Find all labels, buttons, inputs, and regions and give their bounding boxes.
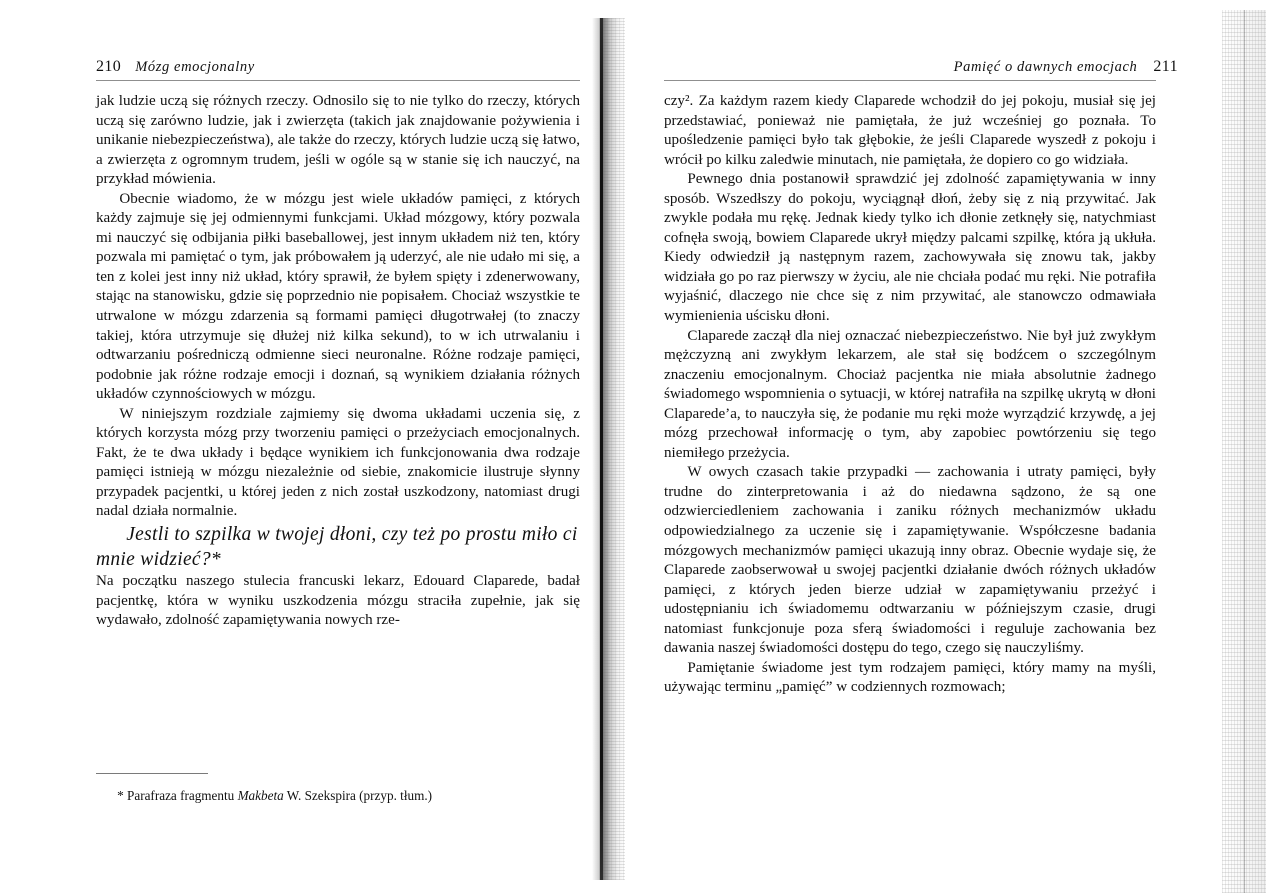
scan-edge-line (1244, 10, 1245, 893)
footnote-rule (96, 773, 208, 774)
paragraph: Claparede zaczął dla niej oznaczać niebezpieczeństwo. Nie był już zwykłym mężczyzną ani zwykłym lekarzem, ale stał się bodźcem o szczególnym znaczeniu emocjonalnym. Chociaż pacjentka nie miała absolutnie żadnego świadomego wspomnienia o sytuacji, w której natrafiła na szpilkę ukrytą w dłoni Claparede’a, to nauczyła się, że podanie mu ręki może wyrządzić krzywdę, a jej mózg przechował informację o tym, aby zapobiec powtórzeniu się tego niemiłego przeżycia. (664, 327, 1156, 461)
left-running-title: Mózg emocjonalny (135, 59, 255, 75)
paragraph: Na początku naszego stulecia francuski lekarz, Edouard Claparede, badał pacjentkę, która w wyniku uszkodzenia mózgu straciła zupełnie, jak się wydawało, zdolność zapamiętywania nowych rze- (96, 573, 580, 629)
section-heading: Jestli to szpilka w twojej dłoni, czy też po prostu miło ci mnie widzieć?* (96, 524, 578, 571)
right-text-column (664, 92, 1156, 698)
paragraph: jak ludzie uczą się różnych rzeczy. Odnosilo się to nie tylko do rzeczy, których uczą się zarówno ludzie, jak i zwierzęta (takich jak znajdowanie pożywienia i unikanie niebezpieczeństwa), ale także do rzeczy, których ludzie uczą się łatwo, a zwierzęta z ogromnym trudem, jeśli w ogóle są w stanie się ich nauczyć, na przykład mówienia. (96, 93, 580, 188)
left-page (0, 0, 600, 893)
paragraph: W owych czasach takie przypadki — zachowania i utraty pamięci, były trudne do zinterpretowania i aż do niedawna sądzono, że są one odzwierciedleniem zachowania i zaniku różnych mechanizmów układu odpowiedzialnego za uczenie się i zapamiętywanie. Współczesne badania mózgowych mechanizmów pamięci ukazują inny obraz. Obecnie wydaje się, że Claparede zaobserwował u swojej pacjentki działanie dwóch różnych układów pamięci, z których jeden bierze udział w zapamiętywaniu przeżyć i udostępnianiu ich świadomemu odtwarzaniu w późniejszym czasie, drugi natomiast funkcjonuje poza sferą świadomości i reguluje zachowania bez dawania naszej świadomości dostępu do tego, czego się nauczyliśmy. (664, 464, 1156, 657)
paragraph: W niniejszym rozdziale zajmiemy się dwoma układami uczenia się, z których korzysta mózg przy tworzeniu pamięci o przeżyciach emocjonalnych. Fakt, że te dwa układy i będące wynikiem ich funkcjonowania dwa rodzaje pamięci istnieją w mózgu niezależnie od siebie, znakomicie ilustruje słynny przypadek pacjentki, u której jeden z nich został uszkodzony, natomiast drugi nadal działa normalnie. (96, 405, 580, 520)
footnote-text (96, 787, 580, 804)
right-header-rule (664, 80, 1156, 81)
left-text-column (96, 92, 580, 631)
paragraph: czy². Za każdym razem kiedy Claparede wchodził do jej pokoju, musiał się jej przedstawiać, ponieważ nie pamiętała, że już wcześniej go poznała. To upośledzenie pamięci było tak głębokie, że jeśli Claparede wyszedł z pokoju i wrócił po kilku zaledwie minutach, nie pamiętała, że dopiero co go widziała. (664, 93, 1156, 168)
left-folio-number: 210 (96, 58, 122, 75)
footnote-lead: Parafraza fragmentu (127, 788, 238, 803)
footnote-marker: * (117, 788, 124, 803)
right-running-title: Pamięć o dawnych emocjach (953, 59, 1138, 75)
right-folio-number: 211 (1153, 58, 1178, 75)
footnote-tail: W. Szekspira (przyp. tłum.) (283, 788, 433, 803)
footnote-italic-title: Makbeta (237, 788, 284, 803)
gutter-spine-line (600, 18, 603, 880)
footnote-area (96, 773, 580, 804)
paragraph: Pewnego dnia postanowił sprawdzić jej zdolność zapamiętywania w inny sposób. Wszedłszy do pokoju, wyciągnął dłoń, żeby się z nią przywitać. Jak zwykle podała mu rękę. Jednak kiedy tylko ich dłonie zetknęły się, natychmiast cofnęła swoją, bowiem Claparede ukrył między palcami szpilkę, która ją ukłuła. Kiedy odwiedził ją następnym razem, zachowywała się znowu tak, jakby widziała go po raz pierwszy w życiu, ale nie chciała podać mu ręki. Nie potrafiła wyjaśnić, dlaczego nie chce się z nim przywitać, ale stanowczo odmawiała wymienienia uścisku dłoni. (664, 171, 1156, 325)
paragraph: Pamiętanie świadome jest tym rodzajem pamięci, który mamy na myśli, używając terminu „pamięć” w codziennych rozmowach; (664, 659, 1156, 696)
left-header-rule (96, 80, 580, 81)
paragraph: Obecnie wiadomo, że w mózgu jest wiele układów pamięci, z których każdy zajmuje się jej odmiennymi funkcjami. Układ mózgowy, który pozwala mi nauczyć się odbijania piłki baseballowej, jest innym układem niż ten, który pozwala mi pamiętać o tym, jak próbowałem ją uderzyć, ale nie udało mi się, a ten z kolei jest inny niż układ, który sprawił, że byłem spięty i zdenerwowany, stając na stanowisku, gdzie się poprzednio nie popisałem. Chociaż wszystkie te utrwalone w mózgu zdarzenia są formami pamięci długotrwałej (to znaczy takiej, która utrzymuje się dłużej niż kilka sekund), to w ich utrwalaniu i odtwarzaniu pośredniczą odmienne sieci neuronalne. Różne rodzaje pamięci, podobnie jak różne rodzaje emocji i doznań, są wynikiem działania różnych układów czynnościowych w mózgu. (96, 190, 580, 403)
right-running-head (954, 55, 1178, 79)
left-running-head (96, 55, 255, 79)
